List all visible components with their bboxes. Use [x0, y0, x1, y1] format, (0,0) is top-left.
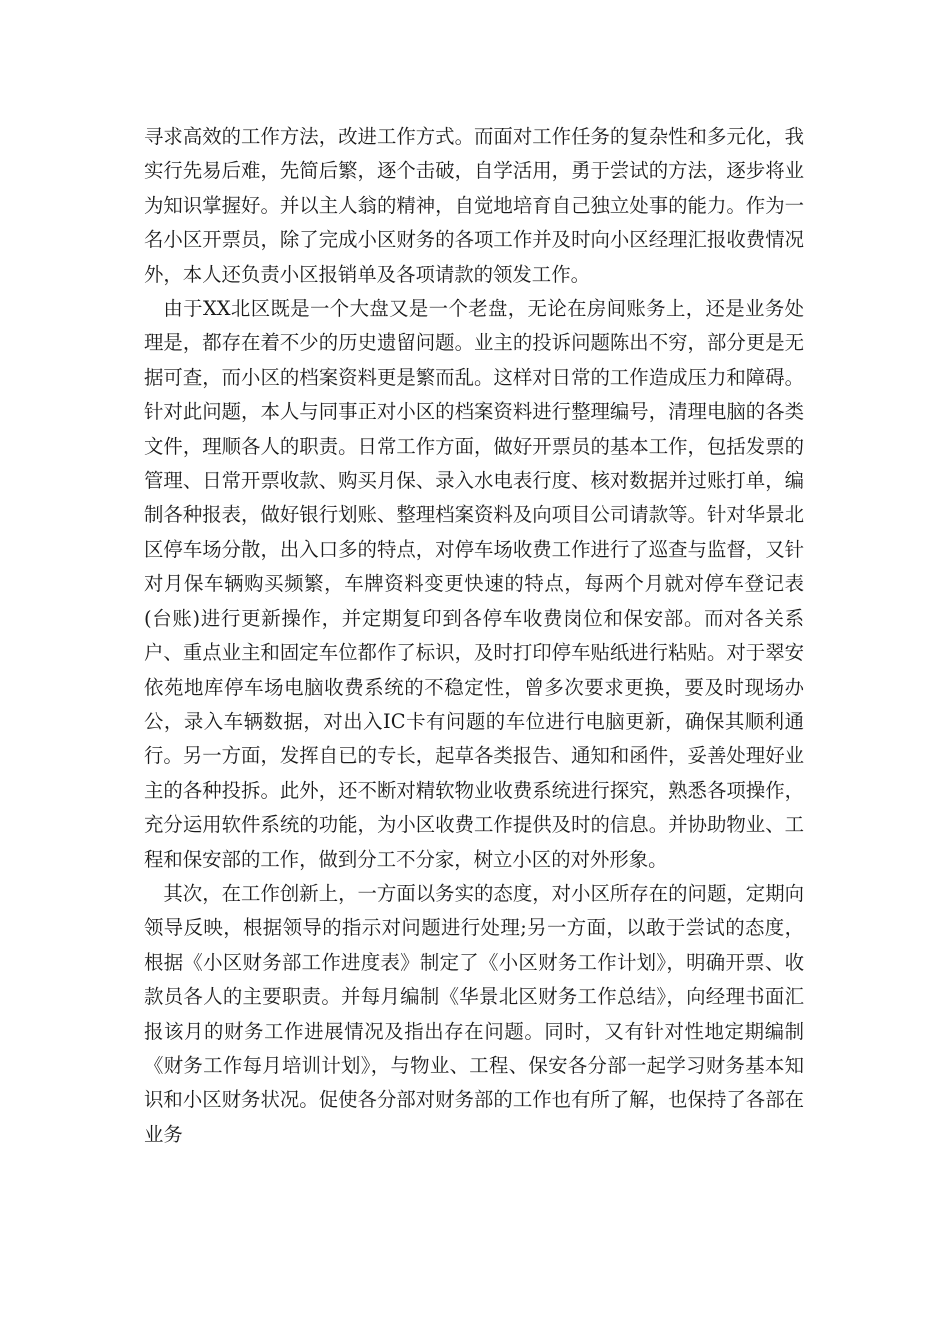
paragraph-2: 由于XX北区既是一个大盘又是一个老盘，无论在房间账务上，还是业务处理是，都存在着不少的历史遗留问题。业主的投诉问题陈出不穷，部分更是无据可查，而小区的档案资料更是繁而乱。这样对日常的工作造成压力和障碍。针对此问题，本人与同事正对小区的档案资料进行整理编号，清理电脑的各类文件，理顺各人的职责。日常工作方面，做好开票员的基本工作，包括发票的管理、日常开票收款、购买月保、录入水电表行度、核对数据并过账打单，编制各种报表，做好银行划账、整理档案资料及向项目公司请款等。针对华景北区停车场分散，出入口多的特点，对停车场收费工作进行了巡查与监督，又针对月保车辆购买频繁，车牌资料变更快速的特点，每两个月就对停车登记表(台账)进行更新操作，并定期复印到各停车收费岗位和保安部。而对各关系户、重点业主和固定车位都作了标识，及时打印停车贴纸进行粘贴。对于翠安依苑地库停车场电脑收费系统的不稳定性，曾多次要求更换，要及时现场办公，录入车辆数据，对出入IC卡有问题的车位进行电脑更新，确保其顺利通行。另一方面，发挥自已的专长，起草各类报告、通知和函件，妥善处理好业主的各种投拆。此外，还不断对精软物业收费系统进行探究，熟悉各项操作，充分运用软件系统的功能，为小区收费工作提供及时的信息。并协助物业、工程和保安部的工作，做到分工不分家，树立小区的对外形象。 — [144, 297, 804, 871]
paragraph-1: 寻求高效的工作方法，改进工作方式。而面对工作任务的复杂性和多元化，我实行先易后难，先简后繁，逐个击破，自学活用，勇于尝试的方法，逐步将业为知识掌握好。并以主人翁的精神，自觉地培育自己独立处事的能力。作为一名小区开票员，除了完成小区财务的各项工作并及时向小区经理汇报收费情况外，本人还负责小区报销单及各项请款的领发工作。 — [144, 125, 804, 286]
paragraph-3: 其次，在工作创新上，一方面以务实的态度，对小区所存在的问题，定期向领导反映，根据领导的指示对问题进行处理;另一方面，以敢于尝试的态度，根据《小区财务部工作进度表》制定了《小区财务工作计划》，明确开票、收款员各人的主要职责。并每月编制《华景北区财务工作总结》，向经理书面汇报该月的财务工作进展情况及指出存在问题。同时，又有针对性地定期编制《财务工作每月培训计划》，与物业、工程、保安各分部一起学习财务基本知识和小区财务状况。促使各分部对财务部的工作也有所了解，也保持了各部在业务 — [144, 881, 804, 1146]
document-body — [144, 120, 804, 1152]
